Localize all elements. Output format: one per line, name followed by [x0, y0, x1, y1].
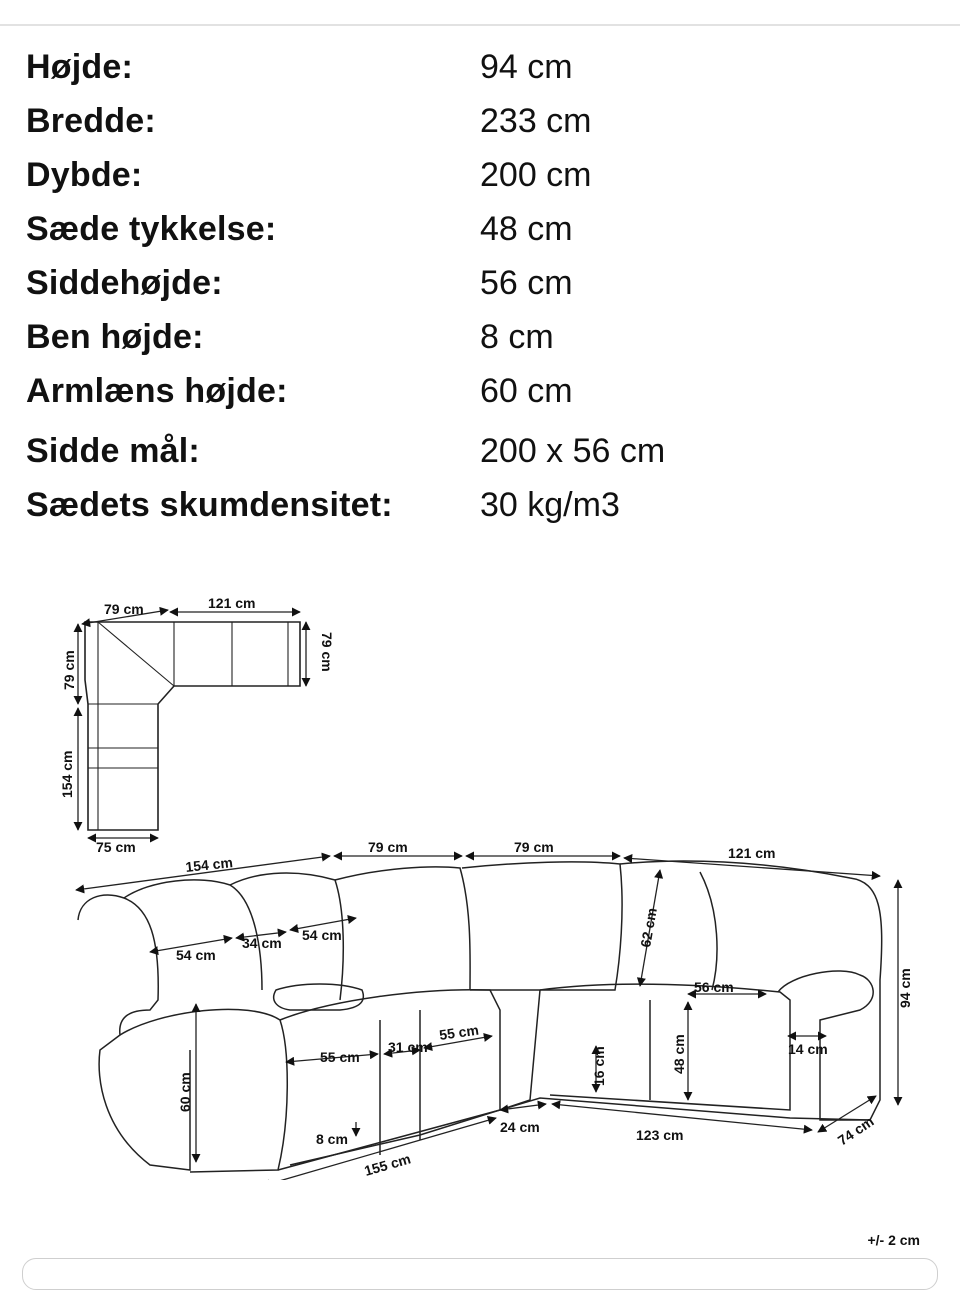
spec-label: Armlæns højde:: [26, 372, 288, 410]
dim-label: 54 cm: [302, 927, 342, 943]
spec-label: Siddehøjde:: [26, 264, 223, 302]
dim-label: 48 cm: [671, 1034, 687, 1074]
dim-label: 55 cm: [438, 1021, 480, 1043]
dim-label: 121 cm: [728, 845, 776, 861]
middle-seats: [280, 990, 500, 1165]
spec-label: Sidde mål:: [26, 432, 200, 470]
dim-label: 121 cm: [208, 595, 256, 611]
left-armrest: [78, 895, 190, 1170]
spec-label: Højde:: [26, 48, 133, 86]
spec-row: [26, 152, 926, 206]
spec-label: Bredde:: [26, 102, 156, 140]
spec-row: [26, 44, 926, 98]
dim-label: 79 cm: [319, 632, 335, 672]
spec-label: Sædets skumdensitet:: [26, 486, 393, 524]
dim-label: 16 cm: [591, 1046, 607, 1086]
spec-label: Dybde:: [26, 156, 143, 194]
dim-label: 123 cm: [636, 1127, 684, 1143]
dim-label: 155 cm: [362, 1150, 413, 1179]
next-card-edge: [22, 1258, 938, 1290]
tolerance-note: +/- 2 cm: [867, 1232, 920, 1248]
spec-label: Ben højde:: [26, 318, 204, 356]
top-divider: [0, 24, 960, 26]
spec-row: [26, 428, 926, 482]
spec-value: 48 cm: [480, 210, 573, 248]
dim-label: 74 cm: [834, 1113, 877, 1149]
right-seat: [540, 984, 790, 1110]
dim-label: 8 cm: [316, 1131, 348, 1147]
dim-label: 24 cm: [500, 1119, 540, 1135]
spec-row: [26, 98, 926, 152]
spec-row: [26, 368, 926, 428]
front-view: [76, 856, 898, 1180]
dim-label: 154 cm: [59, 750, 75, 798]
spec-value: 8 cm: [480, 318, 554, 356]
plan-outline: [85, 622, 300, 830]
spec-value: 200 cm: [480, 156, 592, 194]
dim-label: 75 cm: [96, 839, 136, 855]
middle-back: [335, 867, 470, 990]
dim-label: 34 cm: [242, 935, 282, 951]
spec-value: 60 cm: [480, 372, 573, 410]
spec-value: 200 x 56 cm: [480, 432, 666, 470]
top-view: [78, 610, 306, 838]
sofa-dimension-diagram: [0, 580, 960, 1180]
dim-label: 60 cm: [177, 1072, 193, 1112]
spec-row: [26, 314, 926, 368]
spec-row: [26, 260, 926, 314]
spec-table: [26, 44, 926, 536]
dim-label: 14 cm: [788, 1041, 828, 1057]
dim-label: 54 cm: [176, 947, 216, 963]
dim-label: 79 cm: [104, 601, 144, 617]
plan-inner-lines: [88, 622, 288, 830]
dim-label: 79 cm: [61, 650, 77, 690]
dim-label: 154 cm: [184, 854, 234, 875]
dim-label: 94 cm: [897, 968, 913, 1008]
dim-label: 79 cm: [514, 839, 554, 855]
spec-value: 94 cm: [480, 48, 573, 86]
spec-row: [26, 482, 926, 536]
dim-label: 55 cm: [320, 1049, 360, 1065]
dim-label: 31 cm: [388, 1039, 428, 1055]
left-front-panel: [120, 1009, 287, 1172]
dim-label: 62 cm: [637, 906, 660, 949]
dim-label: 79 cm: [368, 839, 408, 855]
center-console: [274, 984, 364, 1010]
dim-label: 56 cm: [694, 979, 734, 995]
spec-value: 56 cm: [480, 264, 573, 302]
spec-label: Sæde tykkelse:: [26, 210, 277, 248]
spec-value: 30 kg/m3: [480, 486, 620, 524]
spec-row: [26, 206, 926, 260]
spec-value: 233 cm: [480, 102, 592, 140]
